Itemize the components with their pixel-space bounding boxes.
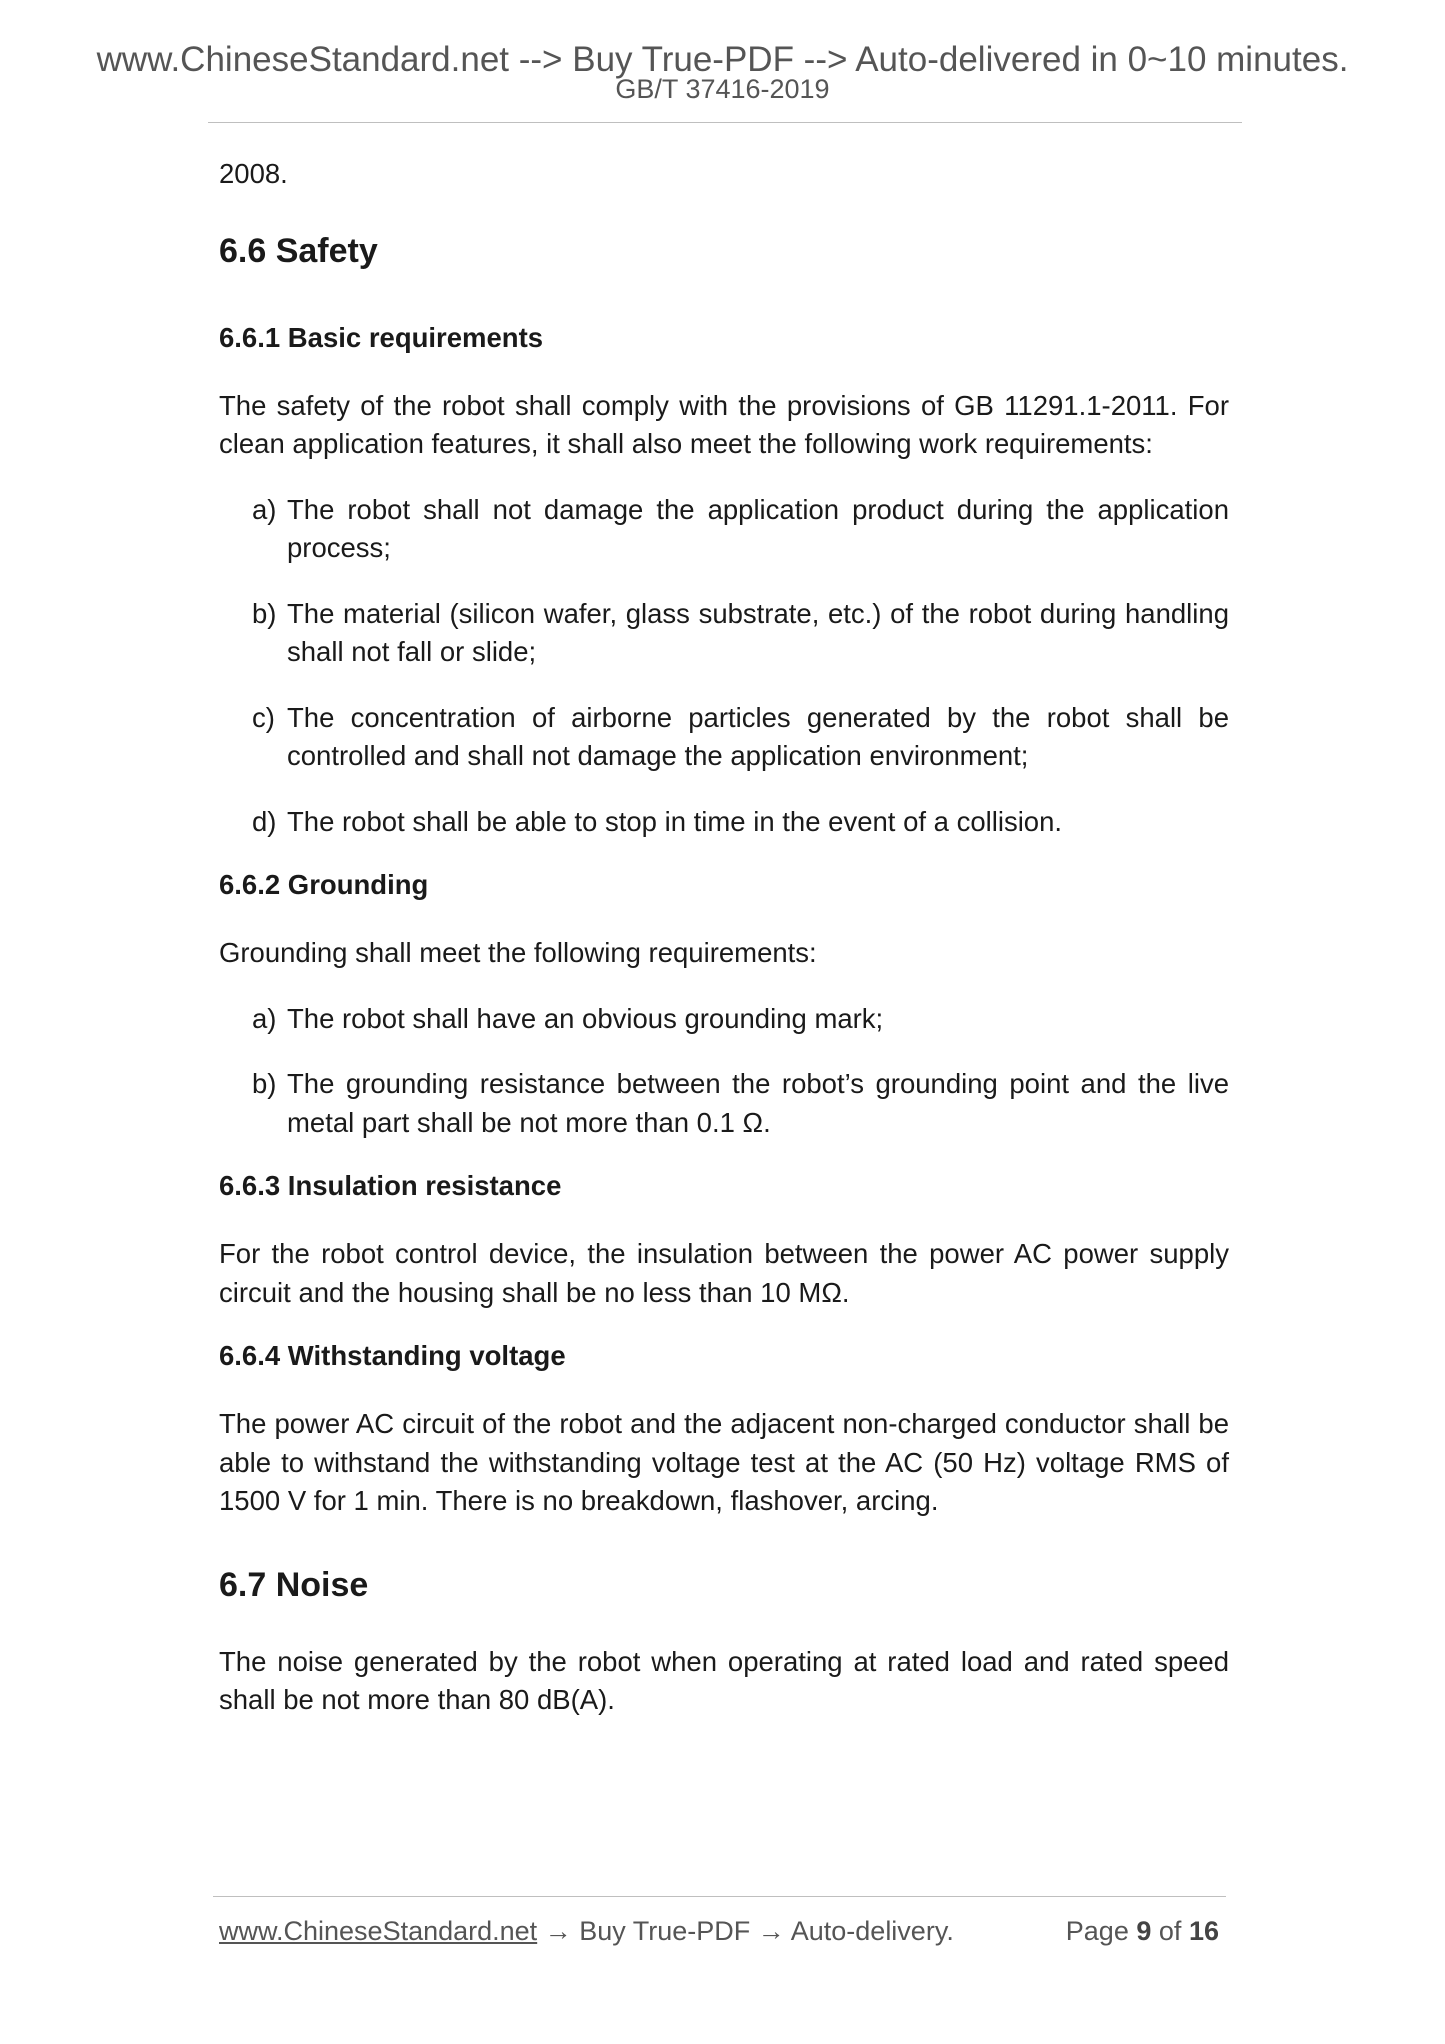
withstanding-voltage-text: The power AC circuit of the robot and the adjacent non-charged conductor shall be able to withstand the withstanding voltage test at the AC (50 Hz) voltage RMS of 1500 V for 1 min. There is no breakdown, flashover, arcing. [219, 1408, 1229, 1516]
list-text: The robot shall not damage the application product during the application process; [287, 493, 1229, 563]
footer-website-link[interactable]: www.ChineseStandard.net [219, 1916, 538, 1946]
list-marker: a) [252, 493, 277, 525]
header-divider [208, 122, 1242, 123]
list-marker: b) [252, 597, 277, 629]
list-text: The grounding resistance between the robot’s grounding point and the live metal part shall be not more than 0.1 Ω. [287, 1068, 1229, 1138]
list-text: The material (silicon wafer, glass substrate, etc.) of the robot during handling shall not fall or slide; [287, 597, 1229, 667]
list-text: The robot shall be able to stop in time in the event of a collision. [287, 805, 1063, 837]
list-item [219, 491, 1229, 568]
heading-6-6-2: 6.6.2 Grounding [219, 869, 429, 900]
list-item [219, 1065, 1229, 1142]
list-marker: a) [252, 1002, 277, 1034]
continuation-text: 2008. [219, 158, 288, 189]
insulation-text: For the robot control device, the insulation between the power AC power supply circuit and the housing shall be no less than 10 MΩ. [219, 1238, 1229, 1308]
page-number: 9 [1136, 1916, 1152, 1946]
list-marker: d) [252, 805, 277, 837]
list-item [219, 1000, 1229, 1039]
heading-6-6-1: 6.6.1 Basic requirements [219, 321, 544, 353]
page-total: 16 [1188, 1916, 1219, 1946]
grounding-intro: Grounding shall meet the following requirements: [219, 937, 817, 968]
footer-delivery-text: → Buy True-PDF → Auto-delivery. [537, 1916, 954, 1946]
heading-6-6-4: 6.6.4 Withstanding voltage [219, 1340, 566, 1371]
list-text: The concentration of airborne particles generated by the robot shall be controlled and shall not damage the application environment; [287, 701, 1229, 771]
top-banner: www.ChineseStandard.net --> Buy True-PDF --> Auto-delivered in 0~10 minutes. [96, 40, 1349, 79]
noise-text: The noise generated by the robot when operating at rated load and rated speed shall be not more than 80 dB(A). [219, 1645, 1229, 1715]
heading-6-6: 6.6 Safety [219, 231, 378, 270]
heading-6-6-3: 6.6.3 Insulation resistance [219, 1170, 562, 1201]
page-label: Page [1065, 1916, 1129, 1946]
page-content [219, 155, 1229, 1720]
list-item [219, 595, 1229, 672]
list-item [219, 699, 1229, 776]
list-marker: b) [252, 1068, 277, 1099]
standard-code: GB/T 37416-2019 [615, 74, 830, 104]
of-label: of [1158, 1916, 1182, 1946]
list-item [219, 803, 1229, 842]
heading-6-7: 6.7 Noise [219, 1565, 369, 1604]
list-marker: c) [252, 701, 275, 733]
page-footer [219, 1914, 1229, 1948]
footer-divider [213, 1896, 1226, 1897]
list-text: The robot shall have an obvious grounding mark; [287, 1002, 884, 1034]
page-indicator [1066, 1914, 1219, 1948]
basic-requirements-intro: The safety of the robot shall comply with the provisions of GB 11291.1-2011. For clean application features, it shall also meet the following work requirements: [219, 389, 1229, 459]
